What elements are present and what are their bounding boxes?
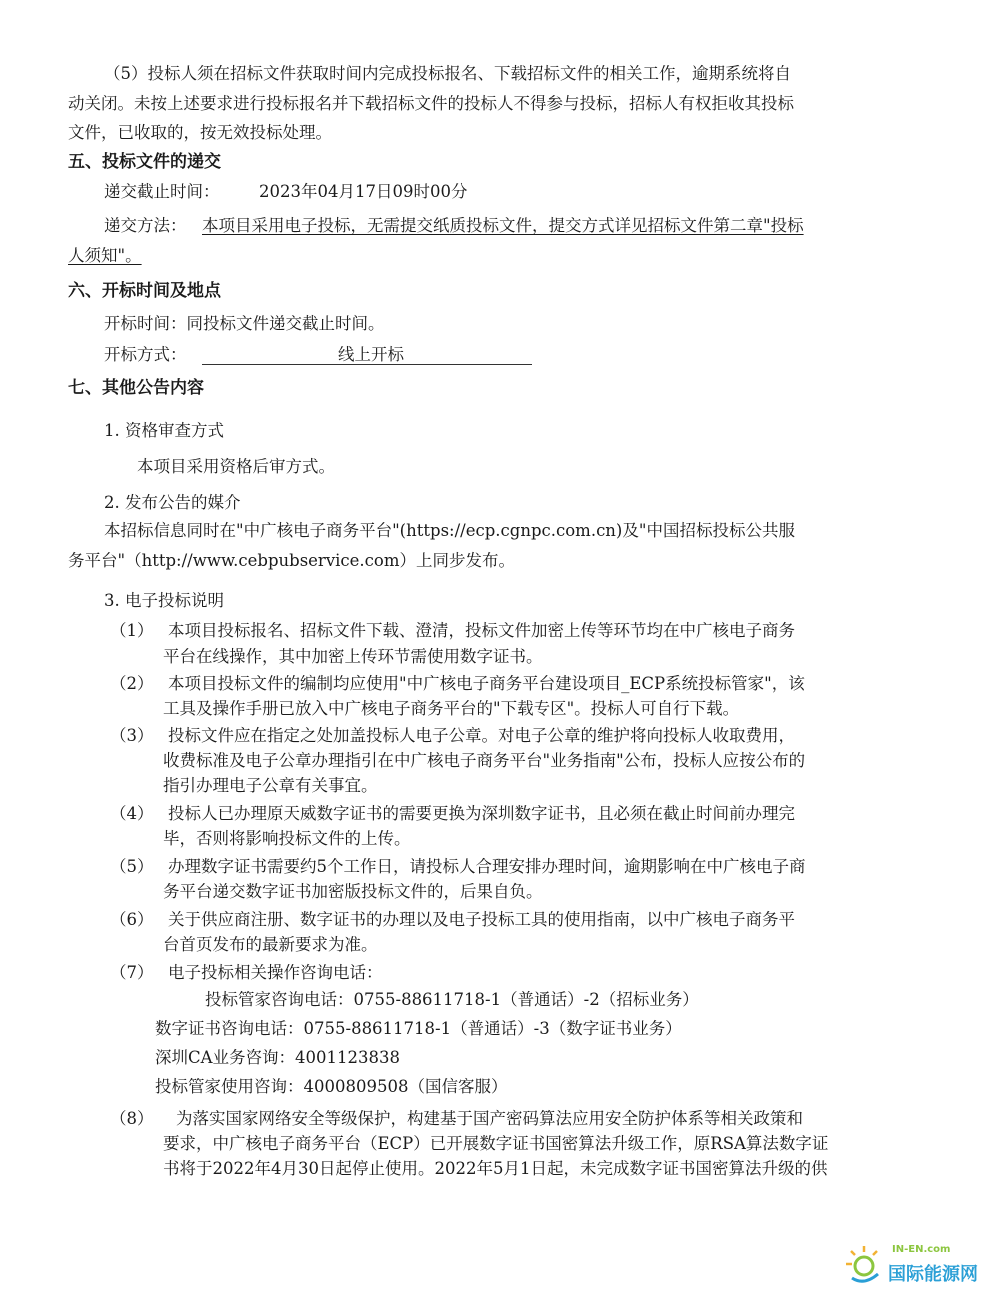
item-2-title: 2. 发布公告的媒介 [104,493,241,512]
opening-method-value: 线上开标 [338,345,404,364]
section-7-heading: 七、其他公告内容 [68,378,204,398]
section-5-heading: 五、投标文件的递交 [68,152,221,172]
phone-bid-manager: 投标管家咨询电话：0755-88611718-1（普通话）-2（招标业务） [205,990,699,1009]
item-1-body: 本项目采用资格后审方式。 [137,457,335,476]
phone-digital-cert: 数字证书咨询电话：0755-88611718-1（普通话）-3（数字证书业务） [155,1019,682,1038]
opening-method-label: 开标方式： [104,345,187,364]
section-6-heading: 六、开标时间及地点 [68,281,221,301]
sunflower-icon [842,1242,886,1286]
in-en-watermark-logo [842,1242,992,1288]
para-5-line-3: 文件，已收取的，按无效投标处理。 [68,123,332,142]
phone-bid-manager-usage: 投标管家使用咨询：4000809508（国信客服） [155,1077,508,1096]
sub-2-number: （2） [110,674,154,693]
sub-8-number: （8） [110,1109,154,1128]
watermark-bottom-text: 国际能源网 [888,1264,978,1285]
sub-8-line-1: 为落实国家网络安全等级保护，构建基于国产密码算法应用安全防护体系等相关政策和 [176,1109,803,1128]
sub-4-line-2: 毕，否则将影响投标文件的上传。 [163,829,411,848]
item-2-body-line-2: 务平台"（http://www.cebpubservice.com）上同步发布。 [68,551,515,570]
sub-3-line-3: 指引办理电子公章有关事宜。 [163,776,378,795]
sub-2-line-2: 工具及操作手册已放入中广核电子商务平台的"下载专区"。投标人可自行下载。 [163,699,740,718]
sub-1-number: （1） [110,621,154,640]
para-5-line-1: （5）投标人须在招标文件获取时间内完成投标报名、下载招标文件的相关工作，逾期系统将自 [104,64,791,83]
sub-5-line-2: 务平台递交数字证书加密版投标文件的，后果自负。 [163,882,543,901]
submission-deadline-value: 2023年04月17日09时00分 [259,182,468,201]
sub-5-number: （5） [110,857,154,876]
sub-5-line-1: 办理数字证书需要约5个工作日，请投标人合理安排办理时间，逾期影响在中广核电子商 [168,857,806,876]
sub-8-line-2: 要求，中广核电子商务平台（ECP）已开展数字证书国密算法升级工作，原RSA算法数字证 [163,1134,829,1153]
sub-3-line-1: 投标文件应在指定之处加盖投标人电子公章。对电子公章的维护将向投标人收取费用， [168,726,795,745]
sub-7-line-1: 电子投标相关操作咨询电话： [168,963,383,982]
sub-6-line-2: 台首页发布的最新要求为准。 [163,935,378,954]
sub-1-line-1: 本项目投标报名、招标文件下载、澄清，投标文件加密上传等环节均在中广核电子商务 [168,621,795,640]
sub-1-line-2: 平台在线操作，其中加密上传环节需使用数字证书。 [163,647,543,666]
sub-4-number: （4） [110,804,154,823]
item-1-title: 1. 资格审查方式 [104,421,224,440]
sub-3-number: （3） [110,726,154,745]
sub-8-line-3: 书将于2022年4月30日起停止使用。2022年5月1日起，未完成数字证书国密算法升级的供 [163,1159,828,1178]
para-5-line-2: 动关闭。未按上述要求进行投标报名并下载招标文件的投标人不得参与投标，招标人有权拒收其投标 [68,94,794,113]
watermark-top-text: IN-EN.com [892,1244,951,1255]
submission-method-label: 递交方法： [104,216,187,235]
submission-method-value-1: 本项目采用电子投标，无需提交纸质投标文件，提交方式详见招标文件第二章"投标 [202,216,804,235]
sub-6-number: （6） [110,910,154,929]
sub-6-line-1: 关于供应商注册、数字证书的办理以及电子投标工具的使用指南，以中广核电子商务平 [168,910,795,929]
sub-7-number: （7） [110,963,154,982]
phone-shenzhen-ca: 深圳CA业务咨询：4001123838 [155,1048,401,1067]
sub-4-line-1: 投标人已办理原天威数字证书的需要更换为深圳数字证书，且必须在截止时间前办理完 [168,804,795,823]
sub-3-line-2: 收费标准及电子公章办理指引在中广核电子商务平台"业务指南"公布，投标人应按公布的 [163,751,806,770]
submission-deadline-label: 递交截止时间： [104,182,220,201]
submission-method-value-2: 人须知"。 [68,246,142,265]
sub-2-line-1: 本项目投标文件的编制均应使用"中广核电子商务平台建设项目_ECP系统投标管家"，该 [168,674,805,693]
item-3-title: 3. 电子投标说明 [104,591,224,610]
opening-time-line: 开标时间：同投标文件递交截止时间。 [104,314,385,333]
item-2-body-line-1: 本招标信息同时在"中广核电子商务平台"(https://ecp.cgnpc.com.cn)及"中国招标投标公共服 [104,521,795,540]
